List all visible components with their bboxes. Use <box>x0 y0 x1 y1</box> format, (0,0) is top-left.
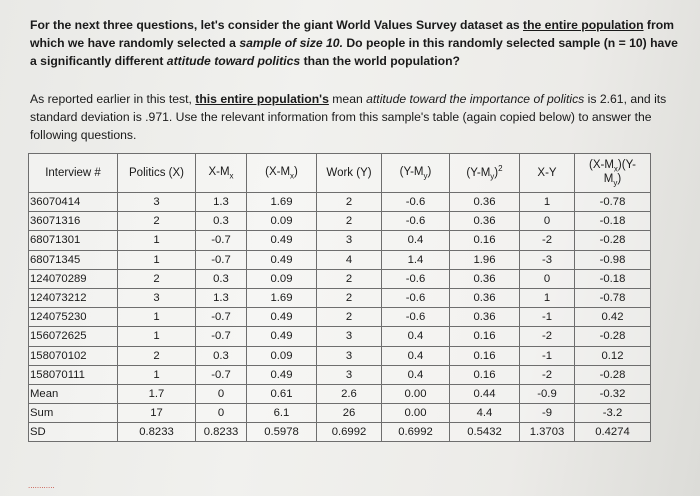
table-cell: 26 <box>317 404 382 423</box>
table-cell: -1 <box>520 346 575 365</box>
table-cell: -2 <box>520 327 575 346</box>
intro-text-7: than the world population? <box>300 54 460 68</box>
table-cell: 0.3 <box>196 346 247 365</box>
table-cell: 2 <box>317 288 382 307</box>
table-cell: 3 <box>317 327 382 346</box>
table-row <box>29 193 651 212</box>
table-cell: 0.16 <box>450 327 520 346</box>
table-cell: 1 <box>118 250 196 269</box>
stat-label: SD <box>29 423 118 442</box>
table-cell: 0.36 <box>450 288 520 307</box>
interview-id: 158070111 <box>29 365 118 384</box>
table-cell: 3 <box>317 231 382 250</box>
table-cell: -0.7 <box>196 250 247 269</box>
footer-dots: ............ <box>28 481 55 490</box>
table-cell: -0.9 <box>520 384 575 403</box>
interview-id: 124070289 <box>29 269 118 288</box>
table-cell: -0.28 <box>575 365 651 384</box>
interview-id: 158070102 <box>29 346 118 365</box>
table-cell: -0.28 <box>575 327 651 346</box>
header-x-mx-sq: $(X-M_x)$ <box>247 154 317 193</box>
stat-label: Mean <box>29 384 118 403</box>
table-cell: 1.3 <box>196 288 247 307</box>
intro-text-1: For the next three questions, let's consider the giant World Values Survey dataset as <box>30 18 524 32</box>
table-cell: 0.61 <box>247 384 317 403</box>
interview-id: 124075230 <box>29 308 118 327</box>
table-cell: 2 <box>317 212 382 231</box>
table-cell: 2 <box>118 269 196 288</box>
table-cell: 3 <box>118 288 196 307</box>
table-cell: 0.12 <box>575 346 651 365</box>
intro-attitude: attitude toward politics <box>166 54 301 68</box>
interview-id: 36071316 <box>29 212 118 231</box>
table-cell: -0.6 <box>382 193 450 212</box>
table-cell: 0 <box>520 269 575 288</box>
header-x-mx: $X-M_x$ <box>196 154 247 193</box>
table-cell: -0.18 <box>575 212 651 231</box>
table-row <box>29 250 651 269</box>
table-cell: 0.6992 <box>382 423 450 442</box>
table-cell: 0.4 <box>382 231 450 250</box>
interview-id: 68071345 <box>29 250 118 269</box>
table-cell: 2.6 <box>317 384 382 403</box>
table-cell: 0.44 <box>450 384 520 403</box>
table-cell: -0.7 <box>196 308 247 327</box>
table-cell: 17 <box>118 404 196 423</box>
table-cell: 0.6992 <box>317 423 382 442</box>
table-cell: 0.4274 <box>575 423 651 442</box>
table-cell: 0.36 <box>450 193 520 212</box>
table-cell: 0.36 <box>450 308 520 327</box>
intro-text-3: from which we have randomly selected a <box>30 18 675 50</box>
table-cell: 0 <box>196 404 247 423</box>
intro-text-5: Do people in this randomly selected sample (n = 10) have a significantly different <box>30 36 678 68</box>
table-cell: 0.4 <box>382 327 450 346</box>
table-cell: 1 <box>118 327 196 346</box>
table-cell: 1 <box>520 288 575 307</box>
table-cell: 0.3 <box>196 212 247 231</box>
table-cell: 0.4 <box>382 346 450 365</box>
stat-label: Sum <box>29 404 118 423</box>
interview-id: 36070414 <box>29 193 118 212</box>
table-row <box>29 212 651 231</box>
table-cell: -9 <box>520 404 575 423</box>
table-cell: 1.3703 <box>520 423 575 442</box>
intro-entire-population: the entire population <box>523 18 644 32</box>
table-row <box>29 327 651 346</box>
table-cell: 0.36 <box>450 212 520 231</box>
table-cell: 4.4 <box>450 404 520 423</box>
stat-row <box>29 404 651 423</box>
header-politics: Politics (X) <box>118 154 196 193</box>
table-row <box>29 365 651 384</box>
table-cell: 3 <box>317 346 382 365</box>
table-cell: -1 <box>520 308 575 327</box>
table-cell: -2 <box>520 365 575 384</box>
table-cell: 0.36 <box>450 269 520 288</box>
population-info <box>30 90 680 144</box>
info-entire-population: this entire population's <box>195 92 329 106</box>
table-row <box>29 346 651 365</box>
table-cell: 0.09 <box>247 212 317 231</box>
stat-row <box>29 384 651 403</box>
info-text-3: mean <box>328 92 367 106</box>
table-cell: 2 <box>317 308 382 327</box>
header-y-my-sq: $(Y-M_y)^2$ <box>450 154 520 193</box>
table-cell: 1 <box>118 365 196 384</box>
header-cross-product: $(X-M_x)(Y-$ $M_y$) <box>575 154 651 193</box>
table-cell: 0 <box>196 384 247 403</box>
table-cell: 2 <box>118 212 196 231</box>
table-cell: -0.78 <box>575 288 651 307</box>
table-cell: 0.49 <box>247 308 317 327</box>
table-cell: 2 <box>317 193 382 212</box>
table-cell: 4 <box>317 250 382 269</box>
table-cell: 1.96 <box>450 250 520 269</box>
table-row <box>29 269 651 288</box>
table-cell: 0.3 <box>196 269 247 288</box>
table-cell: 0.8233 <box>196 423 247 442</box>
header-x-y: X-Y <box>520 154 575 193</box>
table-cell: -0.6 <box>382 288 450 307</box>
table-cell: 0.49 <box>247 327 317 346</box>
table-cell: 0.8233 <box>118 423 196 442</box>
sample-table <box>28 153 651 442</box>
info-text-1: As reported earlier in this test, <box>30 92 196 106</box>
table-cell: 0 <box>520 212 575 231</box>
intro-sample-size: sample of size 10. <box>239 36 343 50</box>
table-cell: -0.6 <box>382 308 450 327</box>
table-cell: 0.16 <box>450 231 520 250</box>
table-cell: 0.42 <box>575 308 651 327</box>
table-cell: 1.7 <box>118 384 196 403</box>
table-cell: 0.49 <box>247 365 317 384</box>
header-interview: Interview # <box>29 154 118 193</box>
header-y-my: $(Y-M_y)$ <box>382 154 450 193</box>
table-cell: -0.7 <box>196 365 247 384</box>
table-cell: 0.4 <box>382 365 450 384</box>
table-cell: -0.28 <box>575 231 651 250</box>
table-cell: 1 <box>118 308 196 327</box>
table-cell: -3 <box>520 250 575 269</box>
table-cell: -2 <box>520 231 575 250</box>
table-body <box>29 193 651 442</box>
table-cell: -0.32 <box>575 384 651 403</box>
table-row <box>29 231 651 250</box>
table-cell: -0.6 <box>382 269 450 288</box>
table-cell: 1.69 <box>247 193 317 212</box>
table-cell: -3.2 <box>575 404 651 423</box>
table-cell: 0.16 <box>450 365 520 384</box>
table-cell: -0.7 <box>196 327 247 346</box>
table-cell: -0.6 <box>382 212 450 231</box>
table-row <box>29 308 651 327</box>
table-cell: 1.69 <box>247 288 317 307</box>
table-cell: 3 <box>118 193 196 212</box>
interview-id: 68071301 <box>29 231 118 250</box>
table-cell: 0.5432 <box>450 423 520 442</box>
table-cell: 6.1 <box>247 404 317 423</box>
stat-row <box>29 423 651 442</box>
table-cell: 0.09 <box>247 269 317 288</box>
table-cell: -0.7 <box>196 231 247 250</box>
table-cell: 1.3 <box>196 193 247 212</box>
interview-id: 156072625 <box>29 327 118 346</box>
table-cell: 2 <box>317 269 382 288</box>
table-cell: 2 <box>118 346 196 365</box>
table-cell: 0.49 <box>247 231 317 250</box>
table-row <box>29 288 651 307</box>
table-cell: 0.16 <box>450 346 520 365</box>
info-text-5: is 2.61, and its standard deviation is .971. Use the relevant information from this sample's table (again copied below) to answer the following questions. <box>30 92 667 142</box>
table-cell: 3 <box>317 365 382 384</box>
table-cell: 0.49 <box>247 250 317 269</box>
interview-id: 124073212 <box>29 288 118 307</box>
question-intro <box>30 16 680 70</box>
table-cell: 0.09 <box>247 346 317 365</box>
table-cell: 0.00 <box>382 404 450 423</box>
table-cell: 0.5978 <box>247 423 317 442</box>
table-cell: 1 <box>118 231 196 250</box>
table-cell: -0.98 <box>575 250 651 269</box>
table-cell: -0.18 <box>575 269 651 288</box>
table-cell: 1.4 <box>382 250 450 269</box>
table-cell: 0.00 <box>382 384 450 403</box>
table-cell: -0.78 <box>575 193 651 212</box>
table-header-row <box>29 154 651 193</box>
header-work: Work (Y) <box>317 154 382 193</box>
table-cell: 1 <box>520 193 575 212</box>
info-attitude: attitude toward the importance of politics <box>366 92 585 106</box>
